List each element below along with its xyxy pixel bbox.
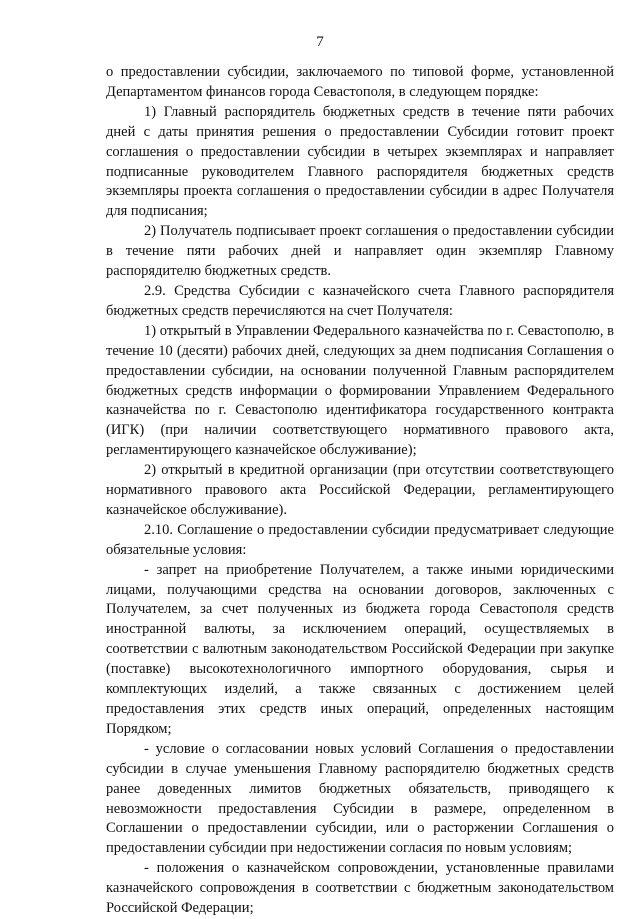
paragraph-item-2-recipient-signs: 2) Получатель подписывает проект соглашения о предоставлении субсидии в течение пяти рабочих дней и направляет один экземпляр Главному распорядителю бюджетных средств.	[106, 223, 614, 280]
paragraph-2-9-item-2-credit-org: 2) открытый в кредитной организации (при отсутствии соответствующего нормативного правового акта Российской Федерации, регламентирующего казначейское обслуживание).	[106, 462, 614, 518]
page-number: 7	[316, 34, 324, 50]
paragraph-condition-new-terms: - условие о согласовании новых условий Соглашения о предоставлении субсидии в случае уменьшения Главному распорядителю бюджетных средств ранее доведенных лимитов бюджетных обязательств, приводящего к невозможности предоставления Субсидии в размере, определенном в Соглашении о предоставлении субсидии, или о расторжении Соглашения о предоставлении субсидии при недостижении согласия по новым условиям;	[106, 740, 614, 857]
paragraph-condition-treasury-support: - положения о казначейском сопровождении, установленные правилами казначейского сопровождения в соответствии с бюджетным законодательством Российской Федерации;	[106, 860, 614, 917]
document-body	[106, 63, 614, 919]
paragraph-intro-continuation: о предоставлении субсидии, заключаемого по типовой форме, установленной Департаментом финансов города Севастополя, в следующем порядке:	[106, 64, 614, 100]
paragraph-item-1-main-distributor: 1) Главный распорядитель бюджетных средств в течение пяти рабочих дней с даты принятия решения о предоставлении Субсидии готовит проект соглашения о предоставлении субсидии в четырех экземплярах и направляет подписанные руководителем Главного распорядителя бюджетных средств экземпляры проекта соглашения о предоставлении субсидии в адрес Получателя для подписания;	[106, 103, 614, 220]
paragraph-2-9-item-1-treasury: 1) открытый в Управлении Федерального казначейства по г. Севастополю, в течение 10 (десяти) рабочих дней, следующих за днем подписания Соглашения о предоставлении субсидии, на основании полученной Главным распорядителем бюджетных средств информации о формировании Управлением Федерального казначейства по г. Севастополю идентификатора государственного контракта (ИГК) (при наличии соответствующего нормативного правового акта, регламентирующего казначейское обслуживание);	[106, 322, 614, 459]
paragraph-section-2-9: 2.9. Средства Субсидии с казначейского счета Главного распорядителя бюджетных средств перечисляются на счет Получателя:	[106, 282, 614, 319]
paragraph-section-2-10: 2.10. Соглашение о предоставлении субсидии предусматривает следующие обязательные условия:	[106, 521, 614, 558]
paragraph-condition-currency-ban: - запрет на приобретение Получателем, а также иными юридическими лицами, получающими средства на основании договоров, заключенных с Получателем, за счет полученных из бюджета города Севастополя средств иностранной валюты, за исключением операций, осуществляемых в соответствии с валютным законодательством Российской Федерации при закупке (поставке) высокотехнологичного импортного оборудования, сырья и комплектующих изделий, а также связанных с достижением целей предоставления этих средств иных операций, определенных настоящим Порядком;	[106, 561, 614, 737]
